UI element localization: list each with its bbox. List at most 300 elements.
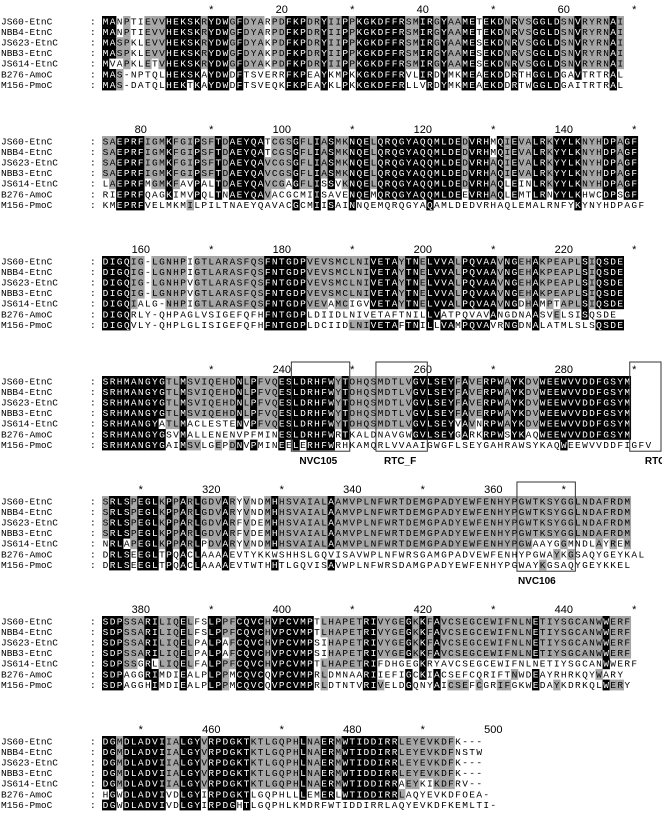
residue: V	[307, 288, 313, 300]
residue: Q	[469, 277, 475, 289]
residue: C	[575, 616, 581, 628]
residue: E	[455, 157, 461, 169]
residue: W	[560, 397, 567, 409]
residue: L	[441, 157, 447, 169]
residue: K	[518, 429, 525, 441]
residue: M	[335, 298, 342, 310]
residue: R	[589, 79, 595, 91]
residue: G	[144, 517, 151, 529]
residue: D	[377, 16, 384, 28]
residue: L	[567, 178, 574, 190]
residue: N	[137, 397, 144, 409]
residue: Y	[321, 69, 327, 81]
residue: H	[490, 199, 497, 211]
residue: P	[610, 136, 616, 148]
residue: E	[476, 397, 483, 409]
residue: K	[575, 136, 581, 148]
residue: Q	[173, 616, 179, 628]
residue: P	[173, 319, 179, 331]
residue: S	[116, 48, 123, 60]
residue: R	[109, 496, 116, 508]
residue: C	[342, 298, 349, 310]
separator: :	[90, 37, 96, 49]
residue: Y	[589, 178, 595, 190]
residue: C	[342, 266, 349, 278]
ruler-star: *	[209, 364, 214, 376]
residue: N	[504, 549, 511, 561]
residue: I	[152, 616, 158, 628]
residue: W	[469, 528, 475, 540]
residue: L	[208, 256, 215, 268]
residue: I	[419, 37, 426, 49]
residue: F	[236, 528, 243, 540]
residue: E	[617, 288, 624, 300]
residue: G	[567, 549, 574, 561]
residue: R	[335, 439, 342, 451]
sequence-row	[1, 178, 638, 189]
residue: E	[215, 439, 222, 451]
residue: S	[285, 386, 292, 398]
residue: T	[166, 397, 172, 409]
residue: S	[102, 439, 109, 451]
residue: I	[201, 319, 208, 331]
residue: N	[490, 517, 497, 529]
residue: G	[144, 538, 151, 550]
residue: G	[426, 439, 433, 451]
residue: E	[144, 26, 151, 38]
residue: E	[236, 168, 243, 180]
residue: P	[130, 538, 137, 550]
residue: R	[109, 517, 116, 529]
residue: K	[539, 496, 546, 508]
residue: L	[208, 189, 215, 201]
residue: D	[300, 408, 306, 420]
residue: K	[518, 397, 525, 409]
residue: D	[208, 538, 215, 550]
residue: I	[589, 266, 595, 278]
residue: V	[419, 376, 426, 388]
residue: Q	[426, 178, 433, 190]
residue: G	[624, 189, 631, 201]
residue: D	[307, 26, 313, 38]
residue: S	[328, 266, 334, 278]
residue: Q	[426, 199, 433, 211]
residue: A	[300, 528, 306, 540]
residue: C	[342, 277, 349, 289]
residue: Q	[589, 549, 595, 561]
residue: M	[166, 199, 172, 211]
residue: Y	[589, 146, 595, 158]
residue: E	[455, 189, 461, 201]
residue: V	[434, 288, 440, 300]
residue: I	[144, 157, 151, 169]
residue: L	[441, 178, 447, 190]
residue: D	[229, 79, 236, 91]
residue: L	[152, 288, 158, 300]
residue: M	[180, 189, 186, 201]
residue: C	[300, 199, 306, 211]
residue: H	[278, 517, 285, 529]
residue: S	[582, 277, 588, 289]
residue: I	[137, 16, 144, 28]
residue: A	[525, 309, 532, 321]
residue: F	[137, 178, 144, 190]
residue: R	[405, 549, 412, 561]
residue: K	[130, 58, 137, 70]
residue: S	[187, 408, 193, 420]
residue: D	[603, 439, 609, 451]
residue: D	[307, 37, 313, 49]
residue: V	[518, 157, 525, 169]
residue: V	[264, 397, 271, 409]
residue: L	[194, 549, 201, 561]
residue: S	[321, 559, 327, 571]
residue: D	[257, 506, 264, 518]
residue: T	[398, 496, 405, 508]
residue: T	[144, 79, 151, 91]
residue: Y	[560, 168, 567, 180]
residue: M	[518, 189, 525, 201]
residue: E	[137, 559, 144, 571]
residue: Y	[250, 37, 257, 49]
residue: A	[109, 136, 116, 148]
residue: P	[525, 549, 532, 561]
residue: L	[208, 266, 215, 278]
residue: S	[560, 58, 567, 70]
residue: R	[582, 26, 588, 38]
residue: S	[123, 549, 130, 561]
residue: I	[144, 168, 151, 180]
residue: E	[307, 69, 313, 81]
residue: I	[328, 309, 334, 321]
residue: H	[293, 549, 299, 561]
residue: D	[342, 319, 349, 331]
residue: F	[264, 277, 271, 289]
sequence-name: B276-AmoC	[1, 309, 53, 321]
sequence-name: NBB3-EtnC	[1, 168, 53, 180]
residue: L	[370, 136, 377, 148]
residue: G	[603, 418, 609, 430]
residue: D	[553, 48, 560, 60]
residue: P	[370, 549, 377, 561]
separator: :	[90, 517, 96, 529]
residue: N	[370, 528, 377, 540]
residue: S	[285, 168, 292, 180]
residue: N	[575, 538, 581, 550]
residue: D	[603, 168, 609, 180]
residue: T	[278, 277, 285, 289]
residue: L	[560, 309, 567, 321]
residue: K	[603, 559, 609, 571]
residue: M	[525, 199, 532, 211]
residue: L	[116, 549, 123, 561]
residue: R	[187, 517, 193, 529]
residue: M	[377, 408, 384, 420]
residue: A	[229, 146, 236, 158]
residue: R	[617, 616, 624, 628]
ruler-star: *	[209, 244, 214, 256]
residue: A	[434, 559, 440, 571]
ruler-position-label: 40	[416, 4, 429, 16]
residue: G	[631, 439, 638, 451]
residue: N	[412, 256, 419, 268]
residue: H	[271, 528, 278, 540]
residue: Q	[123, 288, 130, 300]
residue: T	[532, 496, 539, 508]
residue: G	[582, 559, 588, 571]
residue: T	[525, 189, 532, 201]
residue: G	[603, 397, 609, 409]
residue: A	[441, 517, 447, 529]
residue: E	[130, 559, 137, 571]
residue: S	[560, 616, 567, 628]
residue: P	[434, 538, 440, 550]
residue: F	[208, 146, 215, 158]
residue: R	[384, 168, 391, 180]
residue: N	[546, 189, 553, 201]
residue: R	[222, 277, 229, 289]
residue: E	[567, 439, 574, 451]
residue: Q	[356, 168, 363, 180]
residue: E	[476, 559, 483, 571]
residue: M	[159, 136, 165, 148]
residue: D	[525, 386, 532, 398]
residue: D	[278, 58, 285, 70]
residue: D	[448, 538, 454, 550]
residue: A	[257, 37, 264, 49]
residue: D	[617, 528, 624, 540]
residue: M	[377, 376, 384, 388]
residue: Y	[405, 157, 412, 169]
residue: F	[321, 418, 327, 430]
residue: A	[208, 559, 215, 571]
residue: D	[434, 69, 440, 81]
residue: S	[370, 376, 377, 388]
residue: W	[483, 549, 490, 561]
sequence-name: M156-PmoC	[1, 319, 53, 331]
residue: H	[596, 178, 602, 190]
residue: P	[123, 178, 130, 190]
residue: V	[236, 429, 243, 441]
residue: I	[307, 506, 313, 518]
residue: L	[215, 199, 222, 211]
residue: V	[434, 309, 440, 321]
residue: I	[419, 439, 426, 451]
ruler-position-label: 340	[343, 484, 362, 496]
residue: L	[398, 386, 405, 398]
residue: K	[539, 288, 546, 300]
residue: H	[271, 517, 278, 529]
residue: Q	[363, 376, 370, 388]
residue: L	[342, 309, 349, 321]
residue: F	[236, 26, 243, 38]
residue: G	[412, 397, 419, 409]
residue: V	[497, 266, 504, 278]
residue: N	[271, 439, 278, 451]
residue: G	[532, 69, 539, 81]
residue: R	[229, 517, 236, 529]
separator: :	[90, 418, 96, 430]
separator: :	[90, 408, 96, 420]
residue: V	[469, 418, 475, 430]
residue: F	[285, 48, 292, 60]
residue: N	[504, 256, 511, 268]
residue: A	[130, 386, 137, 398]
residue: V	[335, 189, 342, 201]
residue: S	[455, 616, 461, 628]
residue: Y	[250, 16, 257, 28]
residue: V	[293, 528, 299, 540]
residue: I	[307, 517, 313, 529]
residue: Y	[589, 26, 595, 38]
residue: A	[109, 26, 116, 38]
residue: V	[264, 376, 271, 388]
residue: M	[159, 146, 165, 158]
residue: E	[553, 288, 560, 300]
residue: M	[412, 16, 419, 28]
residue: Y	[553, 136, 560, 148]
residue: Y	[617, 429, 624, 441]
residue: D	[582, 397, 588, 409]
residue: R	[469, 429, 475, 441]
residue: H	[314, 418, 320, 430]
residue: Y	[208, 37, 215, 49]
residue: N	[582, 136, 588, 148]
residue: W	[539, 429, 546, 441]
ruler-star: *	[632, 604, 637, 616]
residue: L	[194, 559, 201, 571]
alignment-blocks	[1, 4, 662, 811]
residue: K	[342, 146, 349, 158]
residue: T	[130, 26, 137, 38]
residue: L	[116, 559, 123, 571]
residue: N	[490, 496, 497, 508]
residue: W	[525, 506, 532, 518]
residue: Y	[511, 429, 518, 441]
residue: P	[194, 178, 201, 190]
residue: I	[624, 439, 631, 451]
residue: G	[201, 496, 208, 508]
residue: F	[243, 256, 250, 268]
residue: D	[215, 26, 222, 38]
residue: E	[419, 277, 426, 289]
residue: A	[130, 429, 137, 441]
residue: M	[102, 58, 109, 70]
residue: K	[539, 266, 546, 278]
separator: :	[90, 528, 96, 540]
residue: Y	[335, 376, 342, 388]
residue: M	[490, 146, 497, 158]
residue: S	[102, 528, 109, 540]
residue: R	[187, 528, 193, 540]
residue: F	[603, 506, 609, 518]
residue: Y	[553, 189, 560, 201]
residue: F	[504, 616, 511, 628]
sequence-name: B276-AmoC	[1, 429, 53, 441]
residue: W	[497, 386, 504, 398]
residue: D	[222, 136, 229, 148]
residue: N	[405, 309, 412, 321]
residue: V	[349, 538, 356, 550]
residue: D	[293, 277, 299, 289]
residue: D	[589, 418, 595, 430]
residue: P	[455, 309, 461, 321]
residue: E	[278, 397, 285, 409]
residue: D	[497, 69, 504, 81]
residue: R	[398, 79, 405, 91]
residue: I	[617, 58, 624, 70]
residue: A	[483, 319, 490, 331]
residue: C	[285, 199, 292, 211]
residue: A	[490, 189, 497, 201]
residue: Q	[363, 408, 370, 420]
residue: Q	[391, 168, 398, 180]
residue: Q	[497, 157, 504, 169]
residue: P	[434, 506, 440, 518]
residue: P	[201, 199, 208, 211]
residue: Q	[250, 146, 257, 158]
residue: S	[582, 298, 588, 310]
residue: R	[483, 429, 490, 441]
residue: H	[278, 538, 285, 550]
residue: V	[476, 277, 483, 289]
residue: T	[215, 168, 222, 180]
residue: M	[342, 496, 349, 508]
residue: A	[441, 309, 447, 321]
residue: Q	[398, 199, 405, 211]
residue: G	[285, 277, 292, 289]
residue: P	[300, 16, 306, 28]
residue: N	[349, 157, 356, 169]
residue: T	[342, 408, 349, 420]
residue: M	[624, 397, 631, 409]
residue: A	[335, 528, 342, 540]
residue: W	[384, 528, 391, 540]
residue: R	[603, 69, 609, 81]
residue: N	[582, 517, 588, 529]
residue: S	[328, 199, 334, 211]
residue: L	[307, 178, 313, 190]
residue: K	[342, 136, 349, 148]
residue: L	[398, 418, 405, 430]
residue: K	[264, 58, 271, 70]
residue: H	[173, 277, 179, 289]
residue: H	[356, 418, 363, 430]
residue: P	[546, 266, 553, 278]
residue: G	[426, 517, 433, 529]
residue: L	[152, 559, 158, 571]
residue: F	[257, 418, 264, 430]
residue: L	[208, 298, 215, 310]
residue: M	[434, 157, 440, 169]
residue: S	[257, 298, 264, 310]
residue: G	[293, 178, 299, 190]
residue: F	[321, 397, 327, 409]
residue: S	[525, 439, 532, 451]
residue: V	[321, 288, 327, 300]
residue: F	[264, 298, 271, 310]
residue: G	[180, 157, 186, 169]
residue: A	[130, 418, 137, 430]
residue: N	[137, 408, 144, 420]
separator: :	[90, 79, 96, 91]
residue: R	[363, 616, 370, 628]
residue: R	[539, 136, 546, 148]
residue: T	[278, 288, 285, 300]
residue: A	[201, 559, 208, 571]
residue: G	[560, 69, 567, 81]
residue: A	[130, 439, 137, 451]
